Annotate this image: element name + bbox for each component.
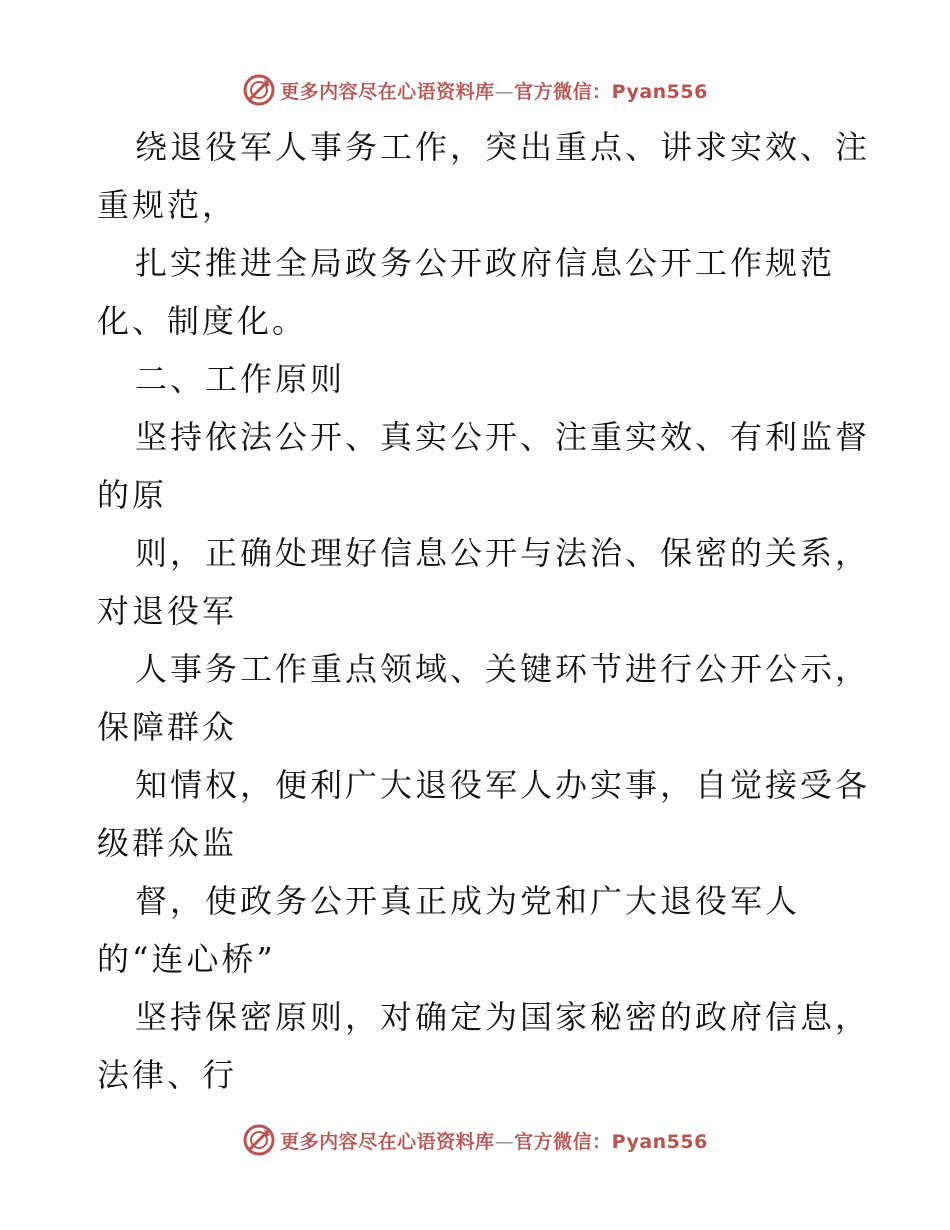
body-line: 扎实推进全局政务公开政府信息公开工作规范 — [135, 244, 836, 282]
body-line: 人事务工作重点领域、关键环节进行公开公示， — [135, 650, 871, 688]
body-line: 的原 — [97, 476, 168, 514]
body-line: 知情权，便利广大退役军人办实事，自觉接受各 — [135, 766, 871, 804]
body-line: 化、制度化。 — [97, 302, 308, 340]
body-line: 重规范， — [97, 186, 238, 224]
body-line: 法律、行 — [97, 1056, 238, 1094]
body-line: 则，正确处理好信息公开与法治、保密的关系， — [135, 534, 871, 572]
section-heading: 二、工作原则 — [135, 360, 346, 398]
body-line: 的“连心桥” — [97, 940, 276, 978]
header-banner — [0, 70, 950, 110]
body-line: 坚持依法公开、真实公开、注重实效、有利监督 — [135, 418, 871, 456]
body-line: 保障群众 — [97, 708, 238, 746]
body-line: 级群众监 — [97, 824, 238, 862]
footer-banner — [0, 1120, 950, 1160]
body-line: 绕退役军人事务工作，突出重点、讲求实效、注 — [135, 128, 871, 166]
logo-icon — [242, 1123, 276, 1157]
banner-text: 更多内容尽在心语资料库—官方微信：Pyan556 — [280, 80, 708, 103]
body-line: 坚持保密原则，对确定为国家秘密的政府信息， — [135, 998, 871, 1036]
document-body — [97, 118, 871, 1104]
logo-icon — [242, 73, 276, 107]
body-line: 督，使政务公开真正成为党和广大退役军人 — [135, 882, 801, 920]
body-line: 对退役军 — [97, 592, 238, 630]
banner-text: 更多内容尽在心语资料库—官方微信：Pyan556 — [280, 1130, 708, 1153]
